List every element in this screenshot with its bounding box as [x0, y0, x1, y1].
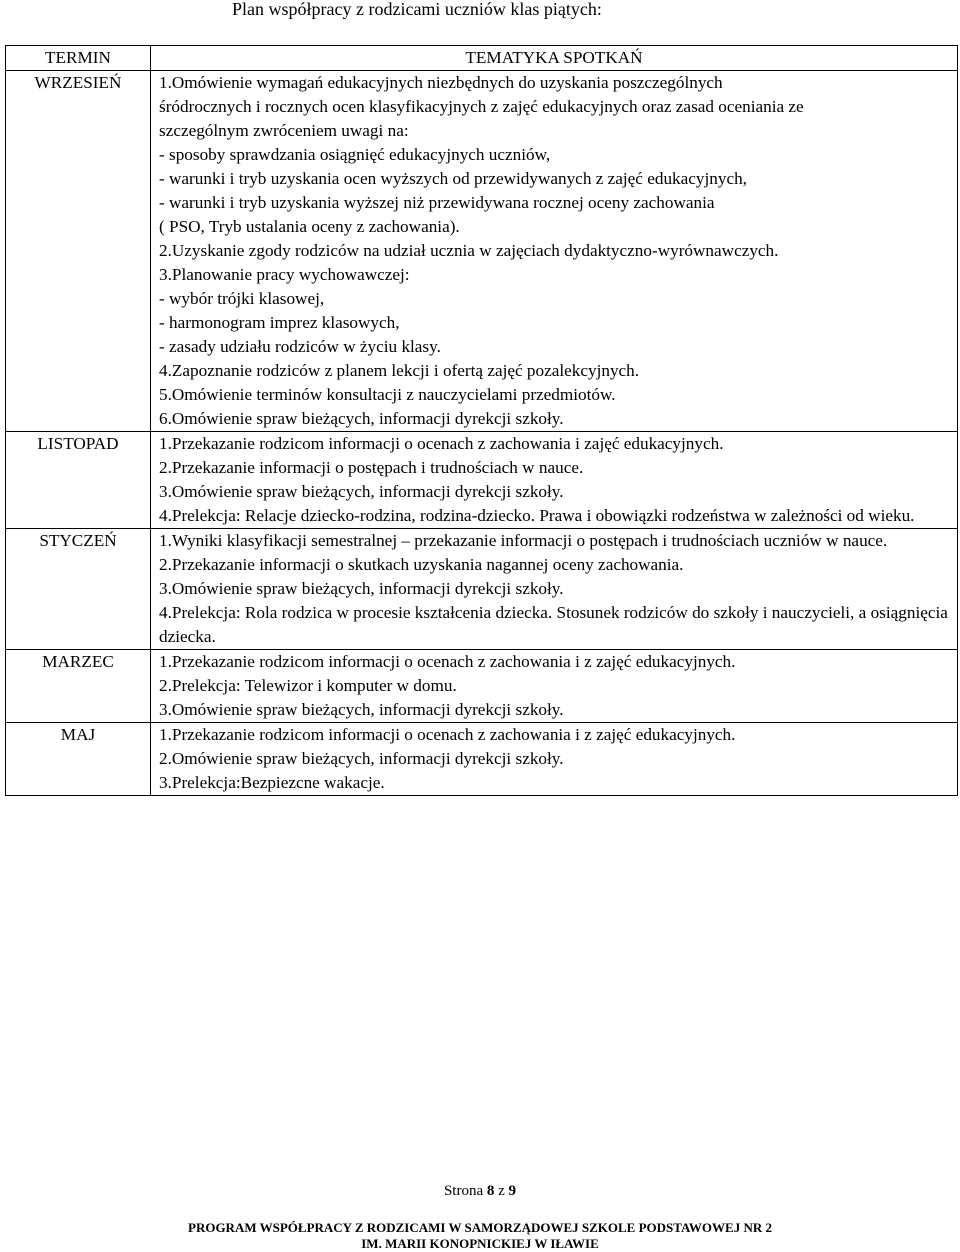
topic-line: śródrocznych i rocznych ocen klasyfikacyjnych z zajęć edukacyjnych oraz zasad oceniania ze — [159, 97, 804, 116]
page-total: 9 — [508, 1183, 517, 1199]
program-footer — [0, 1220, 960, 1252]
table-row — [6, 529, 958, 650]
table-row — [6, 432, 958, 529]
topic-line: - harmonogram imprez klasowych, — [159, 313, 400, 332]
document-title: Plan współpracy z rodzicami uczniów klas piątych: — [232, 0, 602, 19]
topic-line: 3.Planowanie pracy wychowawczej: — [159, 265, 410, 284]
header-term: TERMIN — [6, 46, 151, 71]
topic-line: 1.Przekazanie rodzicom informacji o ocenach z zachowania i z zajęć edukacyjnych. — [159, 725, 736, 744]
topic-line: 2.Prelekcja: Telewizor i komputer w domu. — [159, 676, 457, 695]
cooperation-plan-table — [5, 45, 958, 796]
page-prefix: Strona — [443, 1183, 484, 1199]
table-row — [6, 650, 958, 723]
topic-line: 4.Prelekcja: Relacje dziecko-rodzina, rodzina-dziecko. Prawa i obowiązki rodzeństwa w zależności od wieku. — [159, 506, 915, 525]
topic-line: - zasady udziału rodziców w życiu klasy. — [159, 337, 441, 356]
topics-cell — [151, 529, 958, 650]
topic-line: 1.Przekazanie rodzicom informacji o ocenach z zachowania i z zajęć edukacyjnych. — [159, 652, 736, 671]
topic-line: 3.Omówienie spraw bieżących, informacji dyrekcji szkoły. — [159, 482, 564, 501]
topic-line: - sposoby sprawdzania osiągnięć edukacyjnych uczniów, — [159, 145, 551, 164]
topic-line: 2.Przekazanie informacji o skutkach uzyskania nagannej oceny zachowania. — [159, 555, 684, 574]
month-cell: STYCZEŃ — [6, 529, 151, 650]
page-current: 8 — [486, 1183, 495, 1199]
topics-cell — [151, 71, 958, 432]
topic-line: - warunki i tryb uzyskania ocen wyższych od przewidywanych z zajęć edukacyjnych, — [159, 169, 747, 188]
topic-line: 3.Omówienie spraw bieżących, informacji dyrekcji szkoły. — [159, 579, 564, 598]
month-cell: WRZESIEŃ — [6, 71, 151, 432]
page-number — [0, 1183, 960, 1200]
topics-cell — [151, 723, 958, 796]
topic-line: 1.Omówienie wymagań edukacyjnych niezbędnych do uzyskania poszczególnych — [159, 73, 723, 92]
table-row — [6, 71, 958, 432]
topic-line: - warunki i tryb uzyskania wyższej niż przewidywana rocznej oceny zachowania — [159, 193, 715, 212]
program-footer-line2: IM. MARII KONOPNICKIEJ W IŁAWIE — [361, 1236, 599, 1251]
month-cell: MAJ — [6, 723, 151, 796]
program-footer-line1: PROGRAM WSPÓŁPRACY Z RODZICAMI W SAMORZĄDOWEJ SZKOLE PODSTAWOWEJ NR 2 — [188, 1220, 772, 1235]
topic-line: ( PSO, Tryb ustalania oceny z zachowania). — [159, 217, 460, 236]
topic-line: 6.Omówienie spraw bieżących, informacji dyrekcji szkoły. — [159, 409, 564, 428]
topic-line: 4.Zapoznanie rodziców z planem lekcji i ofertą zajęć pozalekcyjnych. — [159, 361, 640, 380]
topic-line: 1.Wyniki klasyfikacji semestralnej – przekazanie informacji o postępach i trudnościach uczniów w nauce. — [159, 531, 888, 550]
table-header-row — [6, 46, 958, 71]
topics-cell — [151, 650, 958, 723]
table-body — [6, 71, 958, 796]
topic-line: - wybór trójki klasowej, — [159, 289, 325, 308]
topics-cell — [151, 432, 958, 529]
topic-line: 5.Omówienie terminów konsultacji z nauczycielami przedmiotów. — [159, 385, 616, 404]
topic-line: 2.Uzyskanie zgody rodziców na udział ucznia w zajęciach dydaktyczno-wyrównawczych. — [159, 241, 779, 260]
topic-line: 3.Prelekcja:Bezpiezcne wakacje. — [159, 773, 385, 792]
month-cell: MARZEC — [6, 650, 151, 723]
topic-line: 1.Przekazanie rodzicom informacji o ocenach z zachowania i zajęć edukacyjnych. — [159, 434, 724, 453]
topic-line: 4.Prelekcja: Rola rodzica w procesie kształcenia dziecka. Stosunek rodziców do szkoły i nauczycieli, a osiągnięcia dziecka. — [159, 603, 948, 646]
topic-line: 2.Omówienie spraw bieżących, informacji dyrekcji szkoły. — [159, 749, 564, 768]
page-mid: z — [498, 1183, 505, 1199]
topic-line: 2.Przekazanie informacji o postępach i trudnościach w nauce. — [159, 458, 584, 477]
topic-line: szczególnym zwróceniem uwagi na: — [159, 121, 409, 140]
month-cell: LISTOPAD — [6, 432, 151, 529]
topic-line: 3.Omówienie spraw bieżących, informacji dyrekcji szkoły. — [159, 700, 564, 719]
table-row — [6, 723, 958, 796]
header-topic: TEMATYKA SPOTKAŃ — [151, 46, 958, 71]
